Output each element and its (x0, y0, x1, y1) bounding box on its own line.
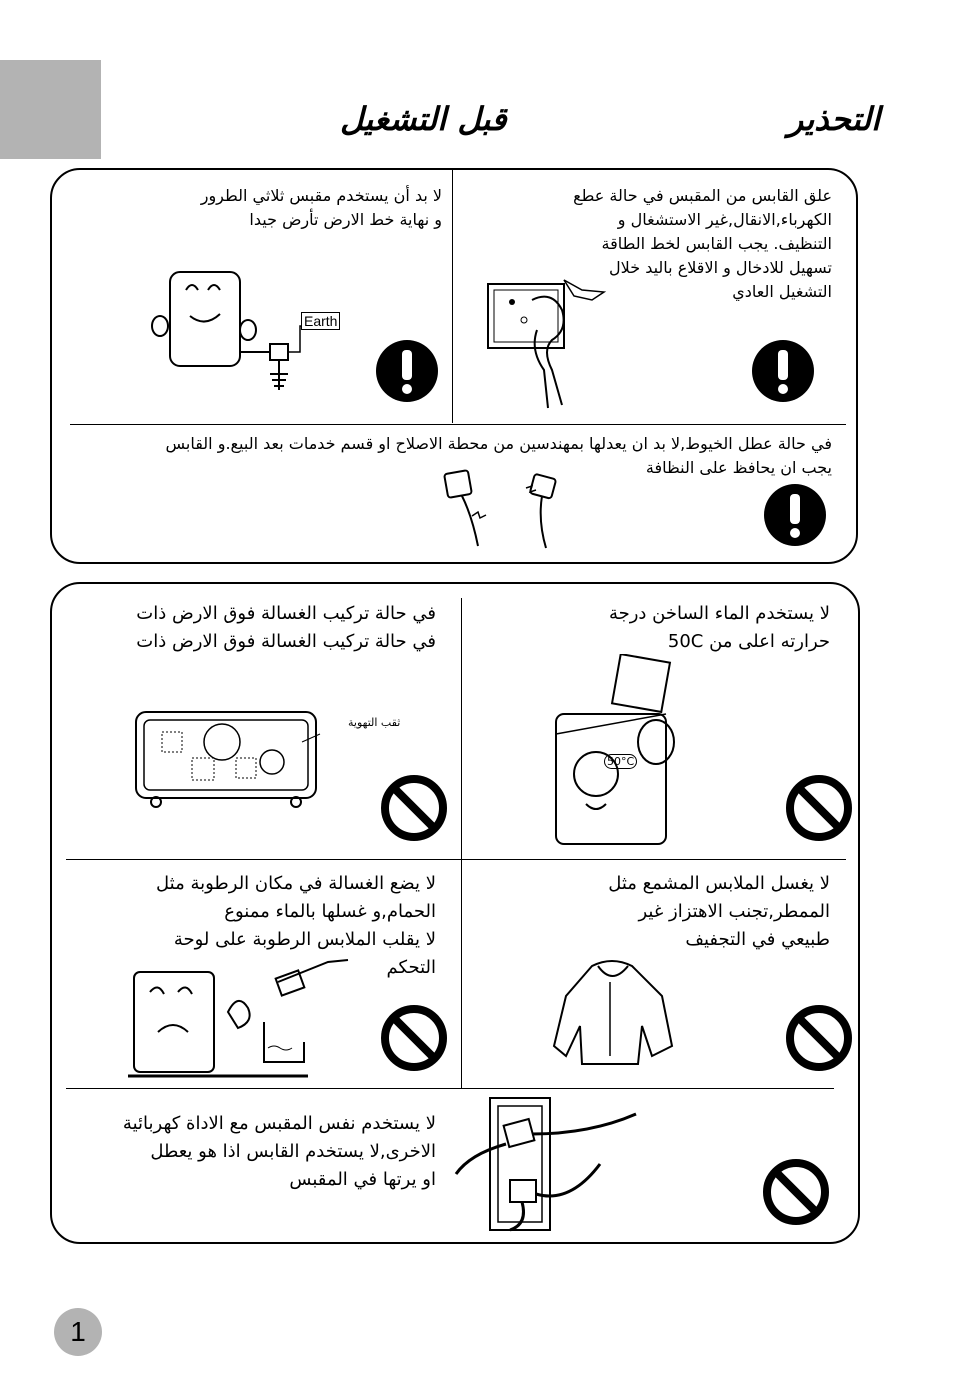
divider (70, 424, 846, 425)
divider (452, 170, 453, 423)
earth-label: Earth (301, 312, 340, 330)
damaged-plug-illustration (442, 466, 562, 550)
warning-text-cable-damage: في حالة عطل الخيوط,لا بد ان يعدلها بمهندسين من محطة الاصلاح او قسم خدمات بعد البيع.و القابس يجب ان يحافظ على النظافة (165, 434, 832, 477)
divider (66, 859, 846, 860)
prohibited-icon (785, 774, 853, 842)
raincoat-illustration (552, 956, 682, 1068)
prohibition-text-shared-socket: لا يستخدم نفس المقبس مع الاداة كهربائية الاخرى,لا يستخدم القابس اذا هو يعطل او يرتها في المقبس (122, 1113, 436, 1190)
prohibited-icon (785, 1004, 853, 1072)
washer-base-vent-illustration (132, 702, 322, 810)
divider (66, 1088, 834, 1089)
page-title-left: قبل التشغيل (340, 100, 507, 138)
mandatory-action-icon (762, 482, 828, 548)
temperature-label: 50°C (604, 754, 637, 769)
overloaded-socket-illustration (450, 1094, 650, 1234)
warning-text-unplug: علق القابس من المقبس في حالة عطع الكهرباء,الانقال,غير الاستشغال و التنظيف. يجب القابس لخط الطاقة تسهيل للادخال و الاقلاع باليد خلال التشغيل العادي (573, 186, 832, 301)
mandatory-action-icon (374, 338, 440, 404)
prohibited-icon (380, 1004, 448, 1072)
prohibition-text-waterproof-clothes: لا يغسل الملابس المشمع مثل الممطر,تجنب الاهتزاز غير طبيعي في التجفيف (608, 873, 830, 950)
prohibition-text-humid-location: لا يضع الغسالة في مكان الرطوبة مثل الحمام,و غسلها بالماء ممنوع لا يقلب الملابس الرطوبة على لوحة التحكم (156, 873, 436, 978)
section-tab (0, 60, 101, 159)
mandatory-action-icon (750, 338, 816, 404)
prohibited-icon (762, 1158, 830, 1226)
vent-hole-label: ثقب التهوية (348, 716, 401, 729)
prohibition-panel (50, 582, 860, 1244)
grounded-washer-illustration (150, 266, 350, 396)
prohibition-text-floor-install: في حالة تركيب الغسالة فوق الارض ذات في حالة تركيب الغسالة فوق الارض ذات (136, 603, 436, 652)
page-number: 1 (54, 1308, 102, 1356)
prohibition-text-hot-water: لا يستخدم الماء الساخن درجة حرارته اعلى من 50C (608, 603, 830, 652)
water-spray-washer-illustration (128, 952, 358, 1082)
hand-unplug-illustration (482, 270, 622, 410)
page-title-right: التحذير (787, 100, 880, 138)
warning-panel (50, 168, 858, 564)
divider (461, 598, 462, 1088)
prohibited-icon (380, 774, 448, 842)
warning-text-grounding: لا بد أن يستخدم مقبس ثلاثي الطرور و نهاية خط الارض تأرض جيدا (200, 186, 442, 229)
